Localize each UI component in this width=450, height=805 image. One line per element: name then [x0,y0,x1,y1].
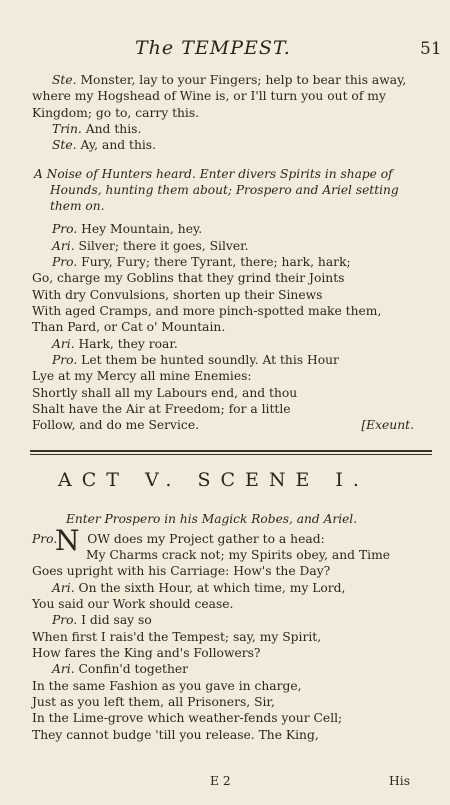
stage-direction: them on. [50,199,105,213]
speaker: Ari. [52,581,75,595]
speaker: Ari. [52,239,75,253]
text-line: How fares the King and's Followers? [32,646,261,660]
text-line: Pro. I did say so [52,613,152,627]
text-line: Kingdom; go to, carry this. [32,106,200,120]
text-line: Than Pard, or Cat o' Mountain. [32,320,226,334]
section-rule [30,450,432,452]
speaker: Pro. [52,353,78,367]
text-line: Pro. Fury, Fury; there Tyrant, there; hark, hark; [52,255,351,269]
text-line: Ste. Ay, and this. [52,138,157,152]
text-line: My Charms crack not; my Spirits obey, and Time [86,548,391,562]
text-line: In the Lime-grove which weather-fends your Cell; [32,711,343,725]
text-line: Ari. Confin'd together [52,662,189,676]
text-line: Trin. And this. [52,122,142,136]
speaker: Trin. [52,122,82,136]
act-heading: ACT V. SCENE I. [58,469,369,491]
stage-direction: A Noise of Hunters heard. Enter divers Spirits in shape of [34,167,393,181]
text-line: Ari. On the sixth Hour, at which time, my Lord, [52,581,346,595]
text-line: Shortly shall all my Labours end, and thou [32,386,298,400]
text-line: Shalt have the Air at Freedom; for a little [32,402,291,416]
text-line: Lye at my Mercy all mine Enemies: [32,369,252,383]
text-line: In the same Fashion as you gave in charge, [32,679,302,693]
running-title: The TEMPEST. [135,37,291,59]
page-number: 51 [420,39,442,59]
speaker: Pro. [52,255,78,269]
stage-direction: Hounds, hunting them about; Prospero and Ariel setting [50,183,399,197]
speaker: Ari. [52,662,75,676]
speaker: Ste. [52,138,77,152]
text-line: Just as you left them, all Prisoners, Sir, [32,695,275,709]
text-line: You said our Work should cease. [32,597,234,611]
stage-direction: Enter Prospero in his Magick Robes, and Ariel. [66,512,358,526]
section-rule [30,454,432,455]
text-line: They cannot budge 'till you release. The King, [32,728,319,742]
signature-mark: E 2 [210,774,231,788]
speaker: Pro. [32,532,58,546]
speaker: Pro. [52,222,78,236]
text-line: Go, charge my Goblins that they grind their Joints [32,271,345,285]
text-line: Follow, and do me Service. [32,418,200,432]
text-line: With aged Cramps, and more pinch-spotted make them, [32,304,382,318]
catchword: His [389,774,410,788]
speaker: Ste. [52,73,77,87]
drop-capital: N [55,524,80,557]
text-line: Ste. Monster, lay to your Fingers; help to bear this away, [52,73,407,87]
text-line: Ari. Hark, they roar. [52,337,178,351]
text-line: When first I rais'd the Tempest; say, my Spirit, [32,630,322,644]
speaker: Ari. [52,337,75,351]
speaker: Pro. [52,613,78,627]
text-line: Pro. Let them be hunted soundly. At this Hour [52,353,339,367]
text-line: Pro. Hey Mountain, hey. [52,222,203,236]
text-line: Goes upright with his Carriage: How's the Day? [32,564,331,578]
text-line: where my Hogshead of Wine is, or I'll turn you out of my [32,89,386,103]
text-line: Ari. Silver; there it goes, Silver. [52,239,249,253]
text-line: With dry Convulsions, shorten up their Sinews [32,288,323,302]
text-line: Pro. OW does my Project gather to a head: [32,532,325,546]
exeunt-direction: [Exeunt. [361,418,414,432]
